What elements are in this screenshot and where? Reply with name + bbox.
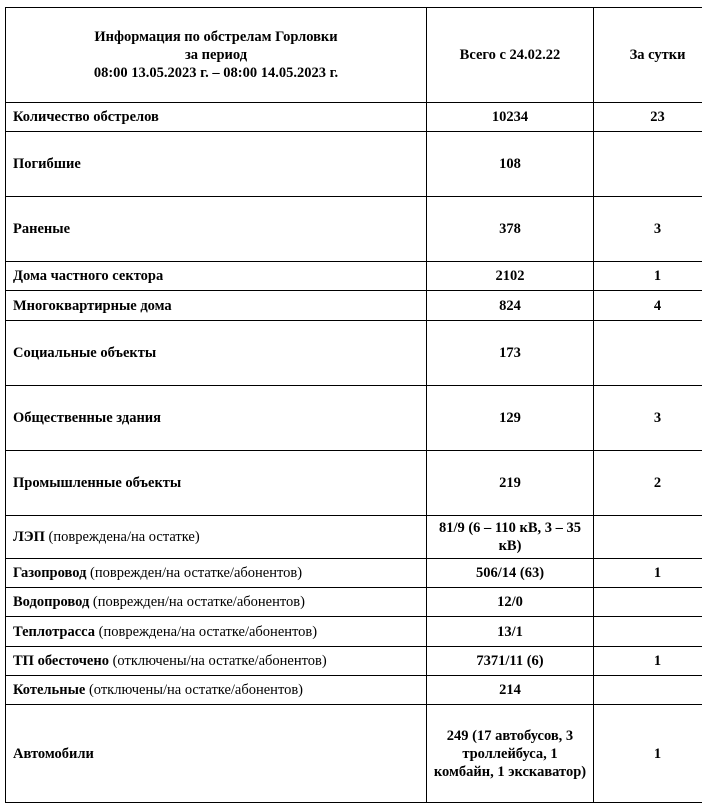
day-value: 1 [594, 559, 702, 588]
table-row [6, 262, 702, 291]
row-label-cell [6, 451, 427, 516]
day-value [594, 132, 702, 197]
row-label: Общественные здания [13, 410, 161, 426]
row-qualifier: (отключены/на остатке/абонентов) [109, 653, 327, 669]
day-value: 3 [594, 386, 702, 451]
day-value [594, 617, 702, 647]
row-qualifier: (отключены/на остатке/абонентов) [85, 682, 303, 698]
total-value: 2102 [427, 262, 594, 291]
total-value: 7371/11 (6) [427, 647, 594, 676]
row-label-cell [6, 132, 427, 197]
row-label: Раненые [13, 221, 70, 237]
day-value [594, 516, 702, 559]
total-value: 81/9 (6 – 110 кВ, 3 – 35 кВ) [427, 516, 594, 559]
row-qualifier: (повреждена/на остатке/абонентов) [95, 624, 317, 640]
table-row [6, 676, 702, 705]
row-qualifier: (повреждена/на остатке) [45, 529, 200, 545]
row-label-cell [6, 321, 427, 386]
day-value: 1 [594, 647, 702, 676]
table-row [6, 103, 702, 132]
row-label-cell [6, 617, 427, 647]
day-value [594, 676, 702, 705]
row-label: Теплотрасса [13, 624, 95, 640]
table-row [6, 588, 702, 617]
row-qualifier: (поврежден/на остатке/абонентов) [86, 565, 302, 581]
day-value: 2 [594, 451, 702, 516]
total-value: 108 [427, 132, 594, 197]
row-qualifier: (поврежден/на остатке/абонентов) [89, 594, 305, 610]
total-value: 219 [427, 451, 594, 516]
row-label: Газопровод [13, 565, 86, 581]
total-value: 214 [427, 676, 594, 705]
total-value: 129 [427, 386, 594, 451]
row-label-cell [6, 103, 427, 132]
day-value [594, 321, 702, 386]
table-row [6, 386, 702, 451]
row-label-cell [6, 197, 427, 262]
table-row [6, 705, 702, 803]
row-label: Котельные [13, 682, 85, 698]
table-row [6, 559, 702, 588]
total-value: 506/14 (63) [427, 559, 594, 588]
table-row [6, 617, 702, 647]
row-label-cell [6, 291, 427, 321]
report-title-cell [6, 8, 427, 103]
row-label-cell [6, 676, 427, 705]
row-label: ТП обесточено [13, 653, 109, 669]
row-label-cell [6, 647, 427, 676]
report-period: 08:00 13.05.2023 г. – 08:00 14.05.2023 г. [13, 64, 419, 82]
row-label: ЛЭП [13, 529, 45, 545]
total-value: 249 (17 автобусов, 3 троллейбуса, 1 комбайн, 1 экскаватор) [427, 705, 594, 803]
total-value: 12/0 [427, 588, 594, 617]
row-label: Автомобили [13, 746, 94, 762]
day-value: 23 [594, 103, 702, 132]
day-value: 4 [594, 291, 702, 321]
row-label: Водопровод [13, 594, 89, 610]
column-header-day: За сутки [594, 8, 702, 103]
table-row [6, 291, 702, 321]
total-value: 10234 [427, 103, 594, 132]
column-header-total: Всего с 24.02.22 [427, 8, 594, 103]
total-value: 824 [427, 291, 594, 321]
report-title-line: за период [13, 46, 419, 64]
row-label-cell [6, 516, 427, 559]
shelling-report-table [5, 7, 702, 803]
report-title-line: Информация по обстрелам Горловки [13, 28, 419, 46]
row-label: Количество обстрелов [13, 109, 159, 125]
row-label-cell [6, 588, 427, 617]
row-label: Многоквартирные дома [13, 298, 172, 314]
row-label: Социальные объекты [13, 345, 156, 361]
day-value: 1 [594, 705, 702, 803]
table-row [6, 132, 702, 197]
day-value [594, 588, 702, 617]
row-label-cell [6, 262, 427, 291]
day-value: 1 [594, 262, 702, 291]
row-label: Погибшие [13, 156, 81, 172]
table-row [6, 451, 702, 516]
table-header-row [6, 8, 702, 103]
table-row [6, 321, 702, 386]
row-label-cell [6, 386, 427, 451]
total-value: 173 [427, 321, 594, 386]
table-row [6, 647, 702, 676]
row-label: Дома частного сектора [13, 268, 163, 284]
row-label-cell [6, 559, 427, 588]
day-value: 3 [594, 197, 702, 262]
total-value: 378 [427, 197, 594, 262]
row-label-cell [6, 705, 427, 803]
table-row [6, 516, 702, 559]
total-value: 13/1 [427, 617, 594, 647]
table-row [6, 197, 702, 262]
row-label: Промышленные объекты [13, 475, 181, 491]
